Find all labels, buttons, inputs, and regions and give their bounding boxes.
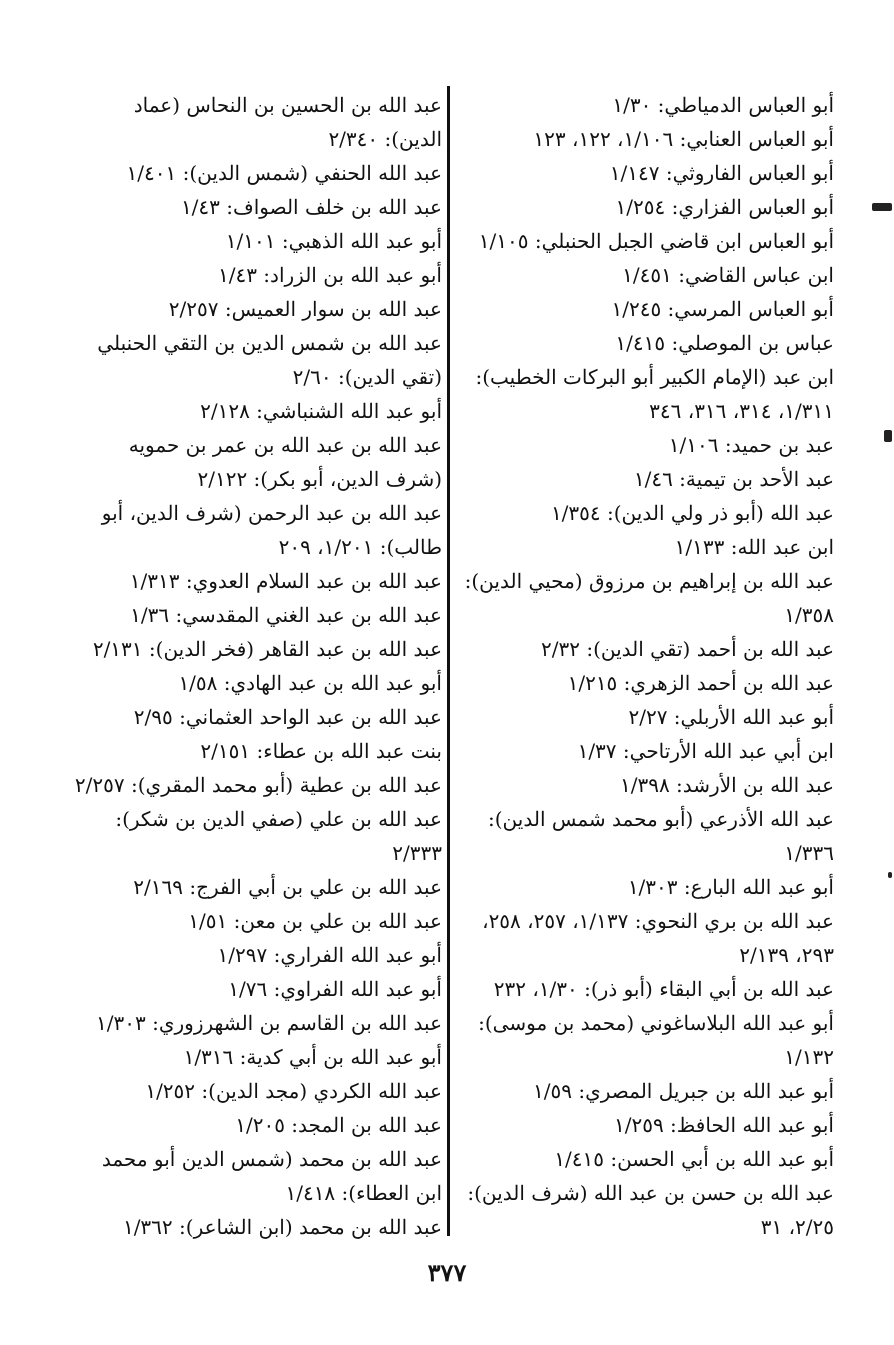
- index-entry: ابن عباس القاضي: ١/٤٥١: [622, 263, 834, 287]
- index-entry: عبد الأحد بن تيمية: ١/٤٦: [633, 467, 834, 491]
- index-entry: أبو العباس العنابي: ١/١٠٦، ١٢٢، ١٢٣: [533, 127, 834, 151]
- index-entry: بنت عبد الله بن عطاء: ٢/١٥١: [200, 739, 442, 763]
- index-entry: أبو العباس الفاروثي: ١/١٤٧: [609, 161, 834, 185]
- index-entry: أبو عبد الله الأربلي: ٢/٢٧: [628, 705, 834, 729]
- index-entry: أبو عبد الله البلاساغوني (محمد بن موسى): ١/١٣٢: [478, 1011, 834, 1069]
- index-entry: عبد الله بن الحسين بن النحاس (عماد الدين): ٢/٣٤٠: [133, 93, 442, 151]
- index-entry: ابن أبي عبد الله الأرتاحي: ١/٣٧: [577, 739, 834, 763]
- index-entry: عبد الله بن القاسم بن الشهرزوري: ١/٣٠٣: [96, 1011, 442, 1035]
- index-entry: عبد الله بن شمس الدين بن التقي الحنبلي (تقي الدين): ٢/٦٠: [97, 331, 442, 389]
- index-entry: أبو العباس الدمياطي: ١/٣٠: [612, 93, 834, 117]
- index-entry: عبد الله بن علي بن أبي الفرج: ٢/١٦٩: [133, 875, 442, 899]
- index-entry: عبد الله بن عبد الغني المقدسي: ١/٣٦: [130, 603, 442, 627]
- margin-mark: [888, 872, 892, 878]
- index-entry: عبد الله بن عبد الرحمن (شرف الدين، أبو طالب): ١/٢٠١، ٢٠٩: [101, 501, 442, 559]
- index-entry: أبو العباس الفزاري: ١/٢٥٤: [615, 195, 834, 219]
- index-entry: عبد الله بن الأرشد: ١/٣٩٨: [619, 773, 834, 797]
- index-column-right: [462, 88, 834, 1244]
- index-entry: عبد الله بن حسن بن عبد الله (شرف الدين): ٢/٢٥، ٣١: [467, 1181, 834, 1239]
- index-entry: عبد الله (أبو ذر ولي الدين): ١/٣٥٤: [550, 501, 834, 525]
- index-entry: أبو عبد الله بن عبد الهادي: ١/٥٨: [178, 671, 442, 695]
- index-entry: عبد الله بن عبد الواحد العثماني: ٢/٩٥: [133, 705, 442, 729]
- index-entry: عبد الله بن عبد الله بن عمر بن حمويه (شرف الدين، أبو بكر): ٢/١٢٢: [128, 433, 442, 491]
- index-entry: عبد الله بن عبد السلام العدوي: ١/٣١٣: [129, 569, 442, 593]
- column-divider: [447, 86, 450, 1236]
- index-entry: أبو عبد الله الذهبي: ١/١٠١: [225, 229, 442, 253]
- index-entry: عبد الله بن علي بن معن: ١/٥١: [188, 909, 442, 933]
- index-entry: أبو عبد الله الفراوي: ١/٧٦: [228, 977, 442, 1001]
- index-entry: أبو عبد الله الشنباشي: ٢/١٢٨: [200, 399, 442, 423]
- index-entry: أبو عبد الله البارع: ١/٣٠٣: [627, 875, 834, 899]
- index-entry: عباس بن الموصلي: ١/٤١٥: [615, 331, 834, 355]
- margin-mark: [872, 203, 892, 211]
- index-entry: أبو العباس ابن قاضي الجبل الحنبلي: ١/١٠٥: [478, 229, 834, 253]
- index-entry: عبد الله بن عطية (أبو محمد المقري): ٢/٢٥٧: [74, 773, 442, 797]
- margin-mark: [884, 430, 892, 442]
- index-entry: أبو عبد الله بن الزراد: ١/٤٣: [217, 263, 442, 287]
- index-column-left: [70, 88, 442, 1244]
- index-entry: عبد الله الحنفي (شمس الدين): ١/٤٠١: [126, 161, 442, 185]
- index-entry: ابن عبد (الإمام الكبير أبو البركات الخطيب): ١/٣١١، ٣١٤، ٣١٦، ٣٤٦: [475, 365, 834, 423]
- index-entry: أبو عبد الله الحافظ: ١/٢٥٩: [613, 1113, 834, 1137]
- index-entry: عبد الله بن سوار العميس: ٢/٢٥٧: [168, 297, 442, 321]
- index-entry: أبو عبد الله بن أبي كدية: ١/٣١٦: [183, 1045, 442, 1069]
- index-entry: أبو العباس المرسي: ١/٢٤٥: [611, 297, 834, 321]
- index-entry: عبد الله بن علي (صفي الدين بن شكر): ٢/٣٣٣: [115, 807, 442, 865]
- index-entry: أبو عبد الله بن أبي الحسن: ١/٤١٥: [554, 1147, 834, 1171]
- index-entry: عبد الله بن أبي البقاء (أبو ذر): ١/٣٠، ٢٣٢: [493, 977, 834, 1001]
- index-entry: عبد الله بن بري النحوي: ١/١٣٧، ٢٥٧، ٢٥٨، ٢٩٣، ٢/١٣٩: [482, 909, 834, 967]
- index-entry: عبد الله بن المجد: ١/٢٠٥: [235, 1113, 442, 1137]
- page-number: ٣٧٧: [427, 1258, 467, 1287]
- index-entry: عبد الله بن محمد (شمس الدين أبو محمد ابن العطاء): ١/٤١٨: [101, 1147, 442, 1205]
- index-entry: عبد الله بن أحمد (تقي الدين): ٢/٣٢: [541, 637, 834, 661]
- index-entry: أبو عبد الله الفراري: ١/٢٩٧: [217, 943, 442, 967]
- index-entry: عبد بن حميد: ١/١٠٦: [668, 433, 834, 457]
- index-entry: عبد الله بن أحمد الزهري: ١/٢١٥: [567, 671, 834, 695]
- index-entry: عبد الله الكردي (مجد الدين): ١/٢٥٢: [145, 1079, 442, 1103]
- index-entry: عبد الله بن عبد القاهر (فخر الدين): ٢/١٣١: [92, 637, 442, 661]
- index-entry: ابن عبد الله: ١/١٣٣: [674, 535, 834, 559]
- index-entry: عبد الله بن خلف الصواف: ١/٤٣: [180, 195, 442, 219]
- index-entry: عبد الله بن إبراهيم بن مرزوق (محيي الدين): ١/٣٥٨: [464, 569, 834, 627]
- index-entry: أبو عبد الله بن جبريل المصري: ١/٥٩: [533, 1079, 834, 1103]
- index-entry: عبد الله بن محمد (ابن الشاعر): ١/٣٦٢: [122, 1215, 442, 1239]
- index-entry: عبد الله الأذرعي (أبو محمد شمس الدين): ١/٣٣٦: [488, 807, 834, 865]
